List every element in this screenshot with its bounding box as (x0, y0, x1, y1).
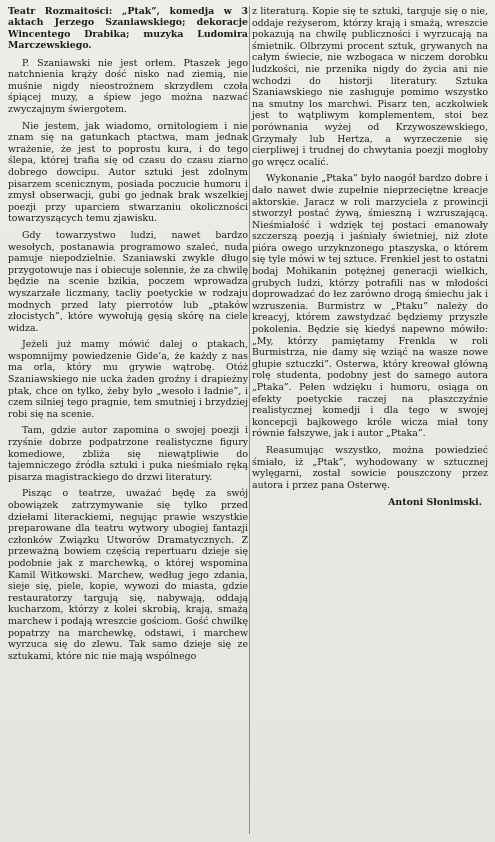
paragraph: P. Szaniawski nie jest orłem. Ptaszek jego natchnienia krąży dość nisko nad ziemią, nie muśnie nigdy nieostrożnem skrzydłem czoła śpiącej muzy, a śpiew jego można nazwać zwyczajnym świergotem. (8, 57, 248, 115)
paragraph: Jeżeli już mamy mówić dalej o ptakach, wspomnijmy powiedzenie Gide’a, że każdy z nas ma orla, który mu grywie wątrobę. Otóż Szaniawskiego nie ucka żaden groźny i drapieżny ptak, chce on tylko, żeby było „wesoło i ładnie”, i czem silniej tego pragnie, tem smutniej i brzydziej robi się na scenie. (8, 339, 248, 420)
paragraph: Reasumując wszystko, można powiedzieć śmiało, iż „Ptak”, wyhodowany w sztucznej wylęgarni, został sowicie pouszczony przez autora i przez pana Osterwę. (252, 444, 488, 491)
right-column (252, 6, 488, 509)
paragraph: Gdy towarzystwo ludzi, nawet bardzo wesołych, postanawia programowo szaleć, nuda pamuje niepodzielnie. Szaniawski zwykle długo przygotowuje nas i obiecuje solennie, że za chwilę będzie na scenie bzikia, poczem wprowadza wyszarzałe liczmany, tacliy poetyckie w rodzaju modnych przed laty pierrotów lub „ptaków złocistych”, które wywołują gęsią skórę na ciele widza. (8, 229, 248, 334)
author-signature: Antoni Słonimski. (388, 497, 482, 509)
paragraph: Tam, gdzie autor zapomina o swojej poezji i rzyśnie dobrze podpatrzone realistyczne figury komediowe, zbliża się niewątpliwie do tajemniczego źródła sztuki i puka nieśmiało ręką pisarza magistrackiego do drzwi literatury. (8, 425, 248, 483)
paragraph: Pisząc o teatrze, uważać będę za swój obowiązek zatrzymywanie się tylko przed dziełami literackiemi, negując prawie wszystkie preparowane dla teatru wytwory ubogiej fantazji członków Związku Utworów Dramatycznych. Z przeważną bowiem częścią repertuaru dzieje się podobnie jak z marchewką, o której wspomina Kamil Witkowski. Marchew, według jego zdania, sieje się, piele, kopie, wywozi do miasta, gdzie restauratorzy targują się, nabywają, oddają kucharzom, którzy z kolei skrobią, krają, smażą marchew i podają wreszcie gościom. Gość chwilkę popatrzy na marchewkę, odstawi, i marchew wyrzuca się do zlewu. Tak samo dzieje się ze sztukami, które nic nie mają wspólnego (8, 488, 248, 662)
article-headline: Teatr Rozmaitości: „Ptak”, komedja w 3 aktach Jerzego Szaniawskiego; dekoracje Wincentego Drabika; muzyka Ludomira Marczewskiego. (8, 6, 248, 52)
left-column (8, 6, 248, 667)
paragraph: Nie jestem, jak wiadomo, ornitologiem i nie znam się na gatunkach ptactwa, mam jednak wrażenie, że jest to poprostu kura, i do tego ślepa, której trafia się od czasu do czasu ziarno dobrego dowcipu. Autor sztuki jest zdolnym pisarzem scenicznym, posiada poczucie humoru i zmysł obserwacji, gubi go jednak brak wszelkiej poezji przy uparciem stwarzaniu okoliczności towarzyszących temu zjawisku. (8, 120, 248, 225)
column-divider (249, 6, 250, 834)
paragraph: Wykonanie „Ptaka” było naogół bardzo dobre i dało nawet dwie zupełnie nieprzeciętne kreacje aktorskie. Jaracz w roli marzyciela z prowincji stworzył postać żywą, śmieszną i wzruszającą. Nieśmiałość i wdzięk tej postaci emanowały szczerszą poezją i jaśniały świetniej, niż złote pióra owego urzyknzonego ptaszyska, o którem się tyle mówi w tej sztuce. Frenkiel jest to ostatni bodaj Mohikanin potężnej generacji wielkich, grubych ludzi, którzy potrafili nas w młodości doprowadzać do łez zarówno drogą śmiechu jak i wzruszenia. Burmistrz w „Ptaku” należy do kreacyj, którem zawstydzać będziemy przyszłe pokolenia. Będzie się kiedyś napewno mówiło: „My, którzy pamiętamy Frenkla w roli Burmistrza, nie damy się wziąć na wasze nowe głupie sztuczki”. Osterwa, który kreował główną rolę studenta, podobny jest do samego autora „Ptaka”. Pełen wdzięku i humoru, osiąga on efekty poetyckie raczej na płaszczyźnie realistycznej komedji i dla tego w swojej koncepcji bajkowego króle wicza miał tony równie fałszywe, jak i autor „Ptaka”. (252, 173, 488, 440)
paragraph: z literaturą. Kopie się te sztuki, targuje się o nie, oddaje reżyserom, którzy krają i smażą, wreszcie pokazują na chwilę publiczności i wyrzucają na śmietnik. Olbrzymi procent sztuk, grywanych na całym świecie, nie wzbogaca w niczem dorobku ludzkości, nie przenika nigdy do życia ani nie wchodzi do historji literatury. Sztuka Szaniawskiego nie zasługuje pomimo wszystko na smutny los marchwi. Pisarz ten, aczkolwiek jest to wątpliwym komplementem, stoi bez porównania wyżej od Krzywoszewskiego, Grzymały lub Hertza, a wyrzeczenie się cierpliwej i trudnej do chwytania poezji mogłoby go wręcz ocalić. (252, 6, 488, 168)
